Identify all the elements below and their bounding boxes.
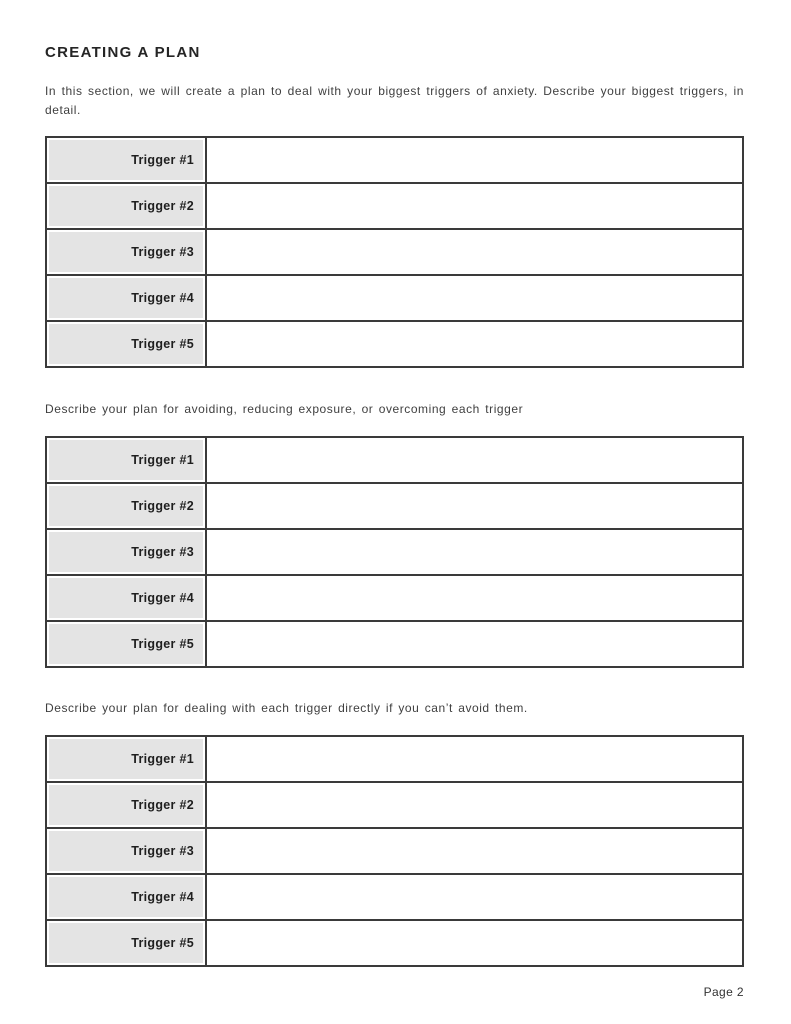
trigger-label: Trigger #5 [49,624,203,664]
trigger-label-cell [46,229,206,275]
trigger-label: Trigger #3 [49,532,203,572]
triggers-table-2 [45,436,744,668]
trigger-label-cell [46,782,206,828]
table-row [46,183,743,229]
trigger-answer-cell[interactable] [206,828,743,874]
trigger-label: Trigger #2 [49,785,203,825]
trigger-label-cell [46,137,206,183]
trigger-label: Trigger #2 [49,186,203,226]
trigger-label: Trigger #4 [49,877,203,917]
trigger-answer-cell[interactable] [206,137,743,183]
trigger-answer-cell[interactable] [206,782,743,828]
section-prompt-dealing: Describe your plan for dealing with each trigger directly if you can’t avoid them. [45,701,528,715]
table-row [46,483,743,529]
table-row [46,920,743,966]
trigger-label: Trigger #1 [49,440,203,480]
table-row [46,137,743,183]
table-row [46,874,743,920]
page-number: Page 2 [703,985,744,999]
trigger-label: Trigger #3 [49,831,203,871]
trigger-label-cell [46,621,206,667]
table-row [46,621,743,667]
trigger-label-cell [46,736,206,782]
trigger-answer-cell[interactable] [206,920,743,966]
trigger-label-cell [46,483,206,529]
trigger-label: Trigger #5 [49,923,203,963]
trigger-label: Trigger #1 [49,140,203,180]
table-row [46,828,743,874]
table-row [46,782,743,828]
trigger-label: Trigger #4 [49,578,203,618]
trigger-label-cell [46,437,206,483]
triggers-table-1 [45,136,744,368]
trigger-answer-cell[interactable] [206,183,743,229]
trigger-label-cell [46,275,206,321]
trigger-answer-cell[interactable] [206,621,743,667]
trigger-label: Trigger #1 [49,739,203,779]
trigger-answer-cell[interactable] [206,229,743,275]
trigger-answer-cell[interactable] [206,575,743,621]
trigger-label-cell [46,920,206,966]
trigger-label-cell [46,828,206,874]
page-title: CREATING A PLAN [45,44,201,61]
triggers-table-3 [45,735,744,967]
trigger-answer-cell[interactable] [206,736,743,782]
table-row [46,736,743,782]
trigger-answer-cell[interactable] [206,321,743,367]
trigger-answer-cell[interactable] [206,483,743,529]
intro-paragraph: In this section, we will create a plan to deal with your biggest triggers of anxiety. Describe your biggest triggers, in detail. [45,84,744,117]
trigger-label-cell [46,321,206,367]
table-row [46,229,743,275]
table-row [46,529,743,575]
section-prompt-avoiding: Describe your plan for avoiding, reducing exposure, or overcoming each trigger [45,402,524,416]
trigger-answer-cell[interactable] [206,437,743,483]
trigger-label-cell [46,529,206,575]
table-row [46,437,743,483]
trigger-label: Trigger #4 [49,278,203,318]
trigger-label-cell [46,575,206,621]
trigger-label: Trigger #3 [49,232,203,272]
trigger-answer-cell[interactable] [206,874,743,920]
trigger-label: Trigger #2 [49,486,203,526]
trigger-answer-cell[interactable] [206,275,743,321]
trigger-answer-cell[interactable] [206,529,743,575]
trigger-label-cell [46,874,206,920]
trigger-label-cell [46,183,206,229]
table-row [46,575,743,621]
trigger-label: Trigger #5 [49,324,203,364]
table-row [46,275,743,321]
table-row [46,321,743,367]
